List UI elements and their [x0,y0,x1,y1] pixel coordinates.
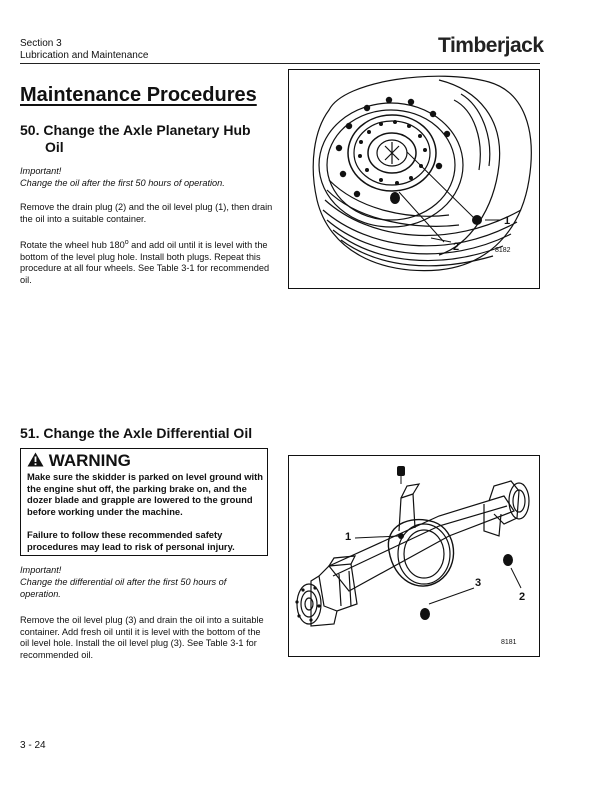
header-section: Section 3 [20,38,62,49]
procedure-51-important-label: Important! [20,565,62,575]
wheel-callout-2: 2 [453,241,460,253]
warning-text-1: Make sure the skidder is parked on level ground with the engine shut off, the parking brake on, and the dozer blade and grapple are lowered to the ground before working under the machine. [27,471,264,517]
axle-callout-2: 2 [519,591,526,603]
procedure-50-para1: Remove the drain plug (2) and the oil level plug (1), then drain the oil into a suitable container. [20,202,273,224]
procedure-50-important-label: Important! [20,166,62,176]
axle-callout-3: 3 [475,577,482,589]
procedure-50-heading-line2: Oil [45,139,64,155]
procedure-51-para1: Remove the oil level plug (3) and drain the oil into a suitable container. Add fresh oil until it is level with the bottom of the oil level hole. Install the oil level plug (3). See Table 3-1 for recommended oil. [20,615,264,660]
para2-after: and add oil until it is level with the bottom of the level plug hole. Install both plugs. Repeat this procedure at all four wheels. See Table 3-1 for recommended oil. [20,240,270,285]
warning-title: WARNING [48,451,131,470]
warning-triangle-icon [27,452,44,467]
para2-before: Rotate the wheel hub 180 [20,240,125,251]
procedure-50-para2 [20,237,274,286]
wheel-figure-number: 8182 [495,247,511,254]
procedure-51-heading: 51. Change the Axle Differential Oil [20,425,253,441]
axle-figure-number: 8181 [501,639,517,646]
wheel-callout-1: 1 [504,215,511,227]
procedure-51-important-text: Change the differential oil after the first 50 hours of operation. [20,577,227,599]
header-rule [20,63,540,64]
figure-axle-differential [288,455,540,657]
header-subsection: Lubrication and Maintenance [20,50,149,61]
wheel-hub-illustration [289,70,539,288]
axle-callout-1: 1 [345,531,352,543]
page-title: Maintenance Procedures [20,84,257,106]
procedure-50-heading [20,122,251,156]
warning-title-row [27,451,131,471]
procedure-50-heading-line1: 50. Change the Axle Planetary Hub [20,122,251,138]
warning-box [20,448,268,556]
warning-text-2: Failure to follow these recommended safety procedures may lead to risk of personal injury. [27,529,235,552]
page-number: 3 - 24 [20,740,46,751]
degree-sup: o [124,239,129,246]
brand-logo: Timberjack [438,34,544,57]
figure-wheel-hub [288,69,540,289]
axle-illustration [289,456,539,656]
procedure-50-important-text: Change the oil after the first 50 hours of operation. [20,178,225,188]
